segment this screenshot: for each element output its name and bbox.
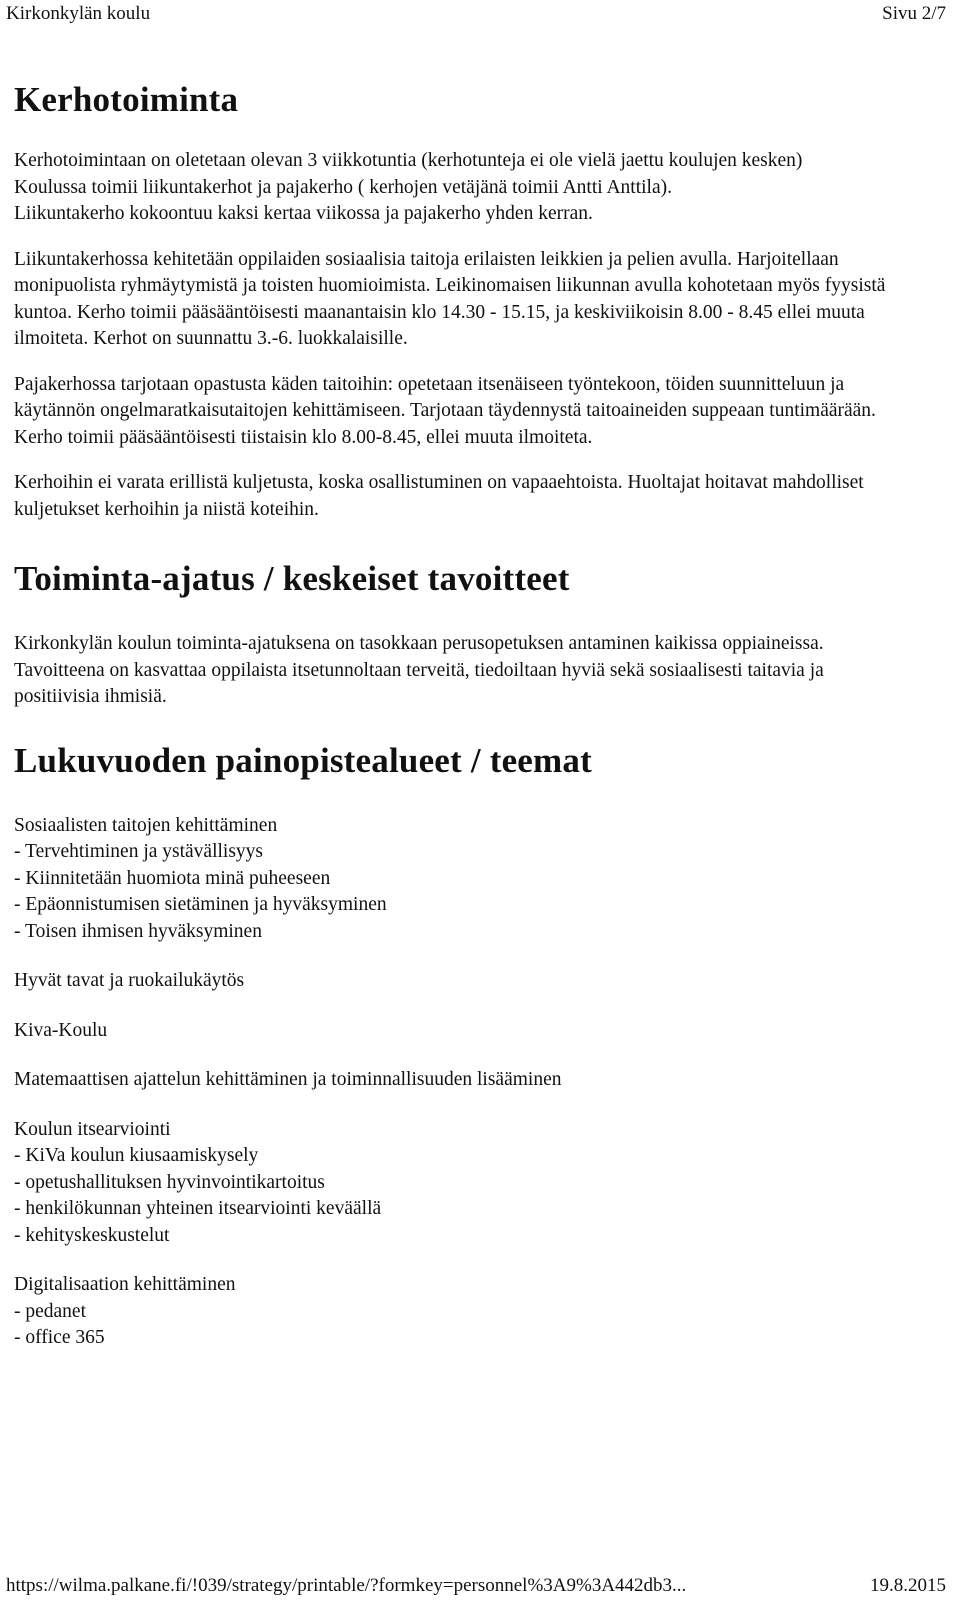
focus-social-skills <box>14 813 894 946</box>
school-name: Kirkonkylän koulu <box>6 3 151 24</box>
footer-date: 19.8.2015 <box>870 1575 946 1596</box>
page-number: Sivu 2/7 <box>882 3 946 24</box>
list-heading: Kiva-Koulu <box>14 1019 108 1041</box>
page-header <box>6 2 946 26</box>
heading-mission: Toiminta-ajatus / keskeiset tavoitteet <box>14 559 570 598</box>
paragraph-sports-club: Liikuntakerhossa kehitetään oppilaiden sosiaalisia taitoja erilaisten leikkien ja pelien avulla. Harjoitellaan monipuolista ryhmäytymistä ja toisten huomioimista. Leikinomaisen liikunnan avulla kohotetaan myös fyysistä kuntoa. Kerho toimii pääsääntöisesti maanantaisin klo 14.30 - 15.15, ja keskiviikoisin 8.00 - 8.45 ellei muuta ilmoiteta. Kerhot on suunnattu 3.-6. luokkalaisille. <box>14 248 886 349</box>
heading-focus-areas: Lukuvuoden painopistealueet / teemat <box>14 740 592 780</box>
footer-url: https://wilma.palkane.fi/!039/strategy/printable/?formkey=personnel%3A9%3A442db3... <box>6 1575 687 1596</box>
list-item: - opetushallituksen hyvinvointikartoitus <box>14 1171 325 1193</box>
paragraph-workshop-club: Pajakerhossa tarjotaan opastusta käden taitoihin: opetetaan itsenäiseen työntekoon, töiden suunnitteluun ja käytännön ongelmaratkaisutaitojen kehittämiseen. Tarjotaan täydennystä taitoaineiden suppeaan tuntimäärään. Kerho toimii pääsääntöisesti tiistaisin klo 8.00-8.45, ellei muuta ilmoiteta. <box>14 373 876 448</box>
list-item: - henkilökunnan yhteinen itsearviointi keväällä <box>14 1198 382 1219</box>
list-item: - kehityskeskustelut <box>14 1224 170 1246</box>
list-item: - office 365 <box>14 1327 105 1348</box>
paragraph-transport: Kerhoihin ei varata erillistä kuljetusta, koska osallistuminen on vapaaehtoista. Huoltajat hoitavat mahdolliset kuljetukset kerhoihin ja niistä koteihin. <box>14 472 864 520</box>
list-item: - pedanet <box>14 1300 87 1322</box>
document-content <box>14 78 894 1375</box>
list-heading: Digitalisaation kehittäminen <box>14 1274 236 1295</box>
club-hours-text: Kerhotoimintaan on oletetaan olevan 3 viikkotuntia (kerhotunteja ei ole vielä jaettu koulujen kesken) <box>14 150 803 171</box>
list-item: - Kiinnitetään huomiota minä puheeseen <box>14 867 331 889</box>
focus-kiva-koulu <box>14 1018 894 1045</box>
list-item: - Toisen ihmisen hyväksyminen <box>14 920 262 942</box>
paragraph-mission: Kirkonkylän koulun toiminta-ajatuksena on tasokkaan perusopetuksen antaminen kaikissa oppiaineissa. Tavoitteena on kasvattaa oppilaista itsetunnoltaan terveitä, tiedoiltaan hyviä sekä sosiaalisesti taitavia ja positiivisia ihmisiä. <box>14 633 824 707</box>
paragraph-club-intro <box>14 148 894 228</box>
page-footer <box>6 1574 946 1598</box>
club-frequency-text: Liikuntakerho kokoontuu kaksi kertaa viikossa ja pajakerho yhden kerran. <box>14 203 593 224</box>
clubs-list-text: Koulussa toimii liikuntakerhot ja pajakerho ( kerhojen vetäjänä toimii Antti Anttila). <box>14 176 672 198</box>
list-item: - Epäonnistumisen sietäminen ja hyväksyminen <box>14 894 387 915</box>
focus-digitalisation <box>14 1272 894 1352</box>
focus-manners <box>14 968 894 995</box>
list-heading: Hyvät tavat ja ruokailukäytös <box>14 970 245 991</box>
list-heading: Matemaattisen ajattelun kehittäminen ja toiminnallisuuden lisääminen <box>14 1069 562 1090</box>
list-item: - Tervehtiminen ja ystävällisyys <box>14 841 264 862</box>
focus-self-evaluation <box>14 1117 894 1250</box>
list-item: - KiVa koulun kiusaamiskysely <box>14 1145 259 1166</box>
heading-kerhotoiminta: Kerhotoiminta <box>14 80 239 119</box>
list-heading: Koulun itsearviointi <box>14 1118 171 1140</box>
list-heading: Sosiaalisten taitojen kehittäminen <box>14 814 278 836</box>
focus-mathematics <box>14 1067 894 1094</box>
